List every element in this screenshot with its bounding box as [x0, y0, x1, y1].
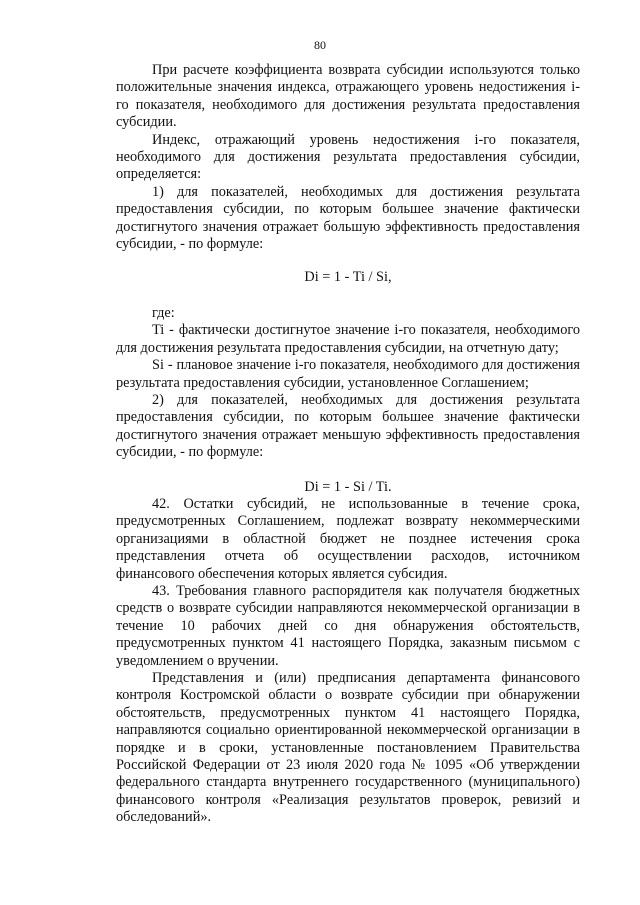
paragraph-case-2: 2) для показателей, необходимых для достижения результата предоставления субсидии, по которым большее значение фактически достигнутого значения отражает меньшую эффективность предоставления субсидии, - по формуле:	[116, 391, 580, 461]
paragraph-43: 43. Требования главного распорядителя как получателя бюджетных средств о возврате субсидии направляются некоммерческой организации в течение 10 рабочих дней со дня обнаружения обстоятельств, предусмотренных пунктом 41 настоящего Порядка, заказным письмом с уведомлением о вручении.	[116, 582, 580, 669]
where-label: где:	[152, 304, 175, 321]
page-number: 80	[314, 38, 326, 52]
paragraph-index-definition: Индекс, отражающий уровень недостижения i-го показателя, необходимого для достижения результата предоставления субсидии, определяется:	[116, 131, 580, 183]
document-body	[116, 62, 580, 827]
paragraph-case-1: 1) для показателей, необходимых для достижения результата предоставления субсидии, по которым большее значение фактически достигнутого значения отражает большую эффективность предоставления субсидии, - по формуле:	[116, 183, 580, 253]
paragraph-financial-control: Представления и (или) предписания департамента финансового контроля Костромской области о возврате субсидии при обнаружении обстоятельств, предусмотренных пунктом 41 настоящего Порядка, направляются социально ориентированной некоммерческой организации в порядке и в сроки, установленные постановлением Правительства Российской Федерации от 23 июля 2020 года № 1095 «Об утверждении федерального стандарта внутреннего государственного (муниципального) финансового контроля «Реализация результатов проверок, ревизий и обследований».	[116, 670, 580, 826]
formula-1: Di = 1 - Ti / Si,	[304, 269, 392, 286]
paragraph-42: 42. Остатки субсидий, не использованные в течение срока, предусмотренных Соглашением, подлежат возврату некоммерческими организациями в областной бюджет не позднее истечения срока представления отчета об осуществлении расходов, источником финансового обеспечения которых является субсидия.	[116, 495, 580, 582]
definition-si: Si - плановое значение i-го показателя, необходимого для достижения результата предоставления субсидии, установленное Соглашением;	[116, 357, 580, 391]
paragraph-positive-index: При расчете коэффициента возврата субсидии используются только положительные значения индекса, отражающего уровень недостижения i-го показателя, необходимого для достижения результата предоставления субсидии.	[116, 62, 580, 131]
definition-ti: Ti - фактически достигнутое значение i-го показателя, необходимого для достижения результата предоставления субсидии, на отчетную дату;	[116, 322, 580, 356]
formula-2: Di = 1 - Si / Ti.	[304, 478, 392, 495]
